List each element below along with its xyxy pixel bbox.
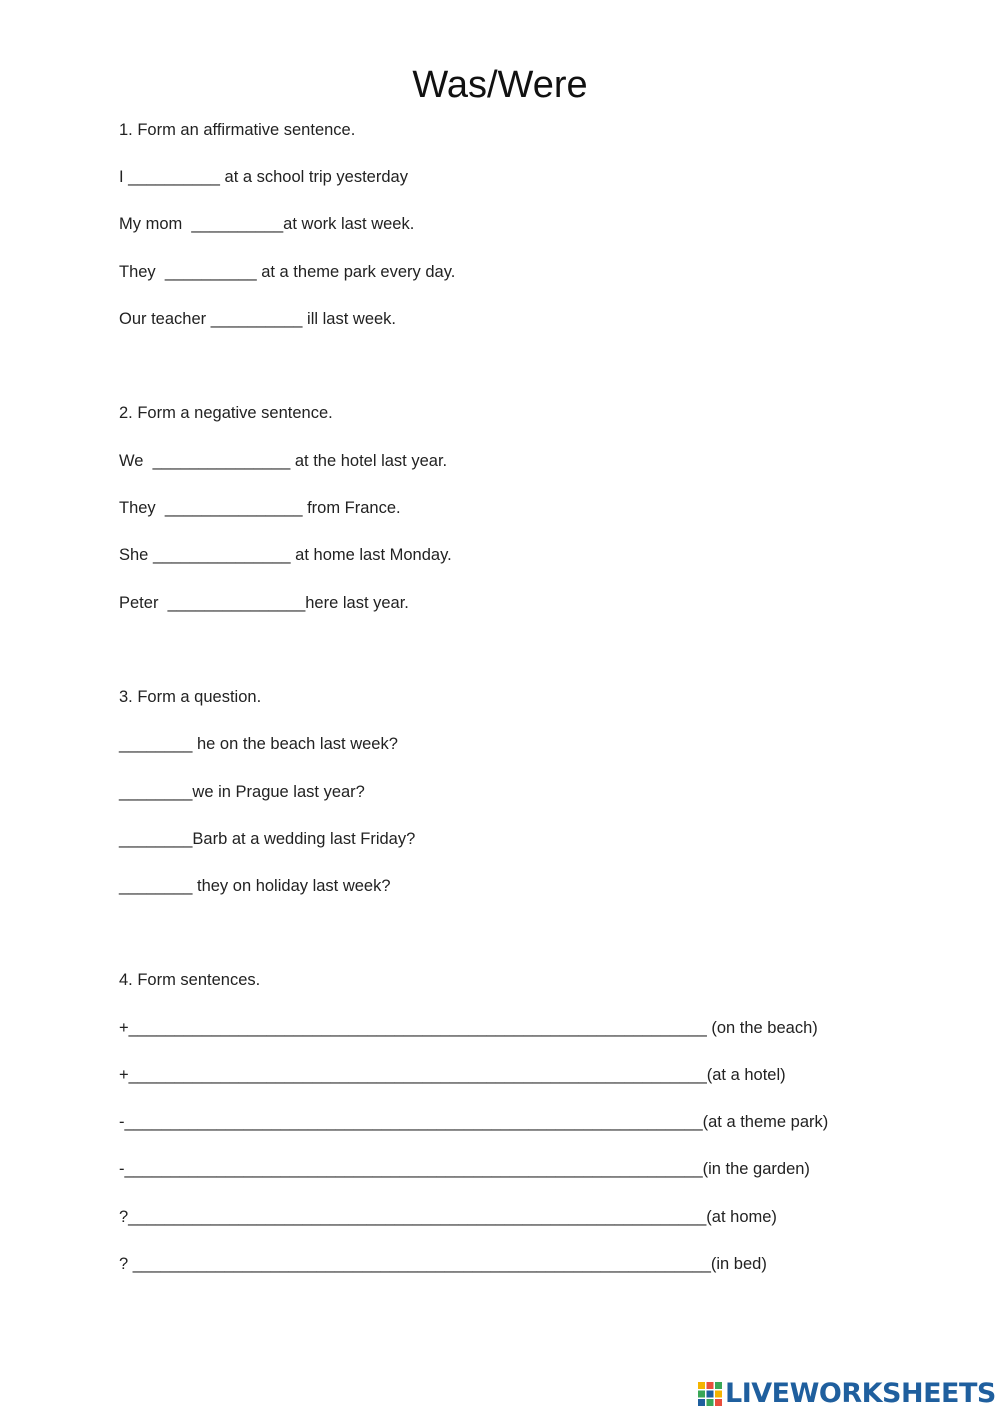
- section-3-item: ________we in Prague last year?: [119, 783, 365, 801]
- section-4-item: +_______________________________________________________________(at a hotel): [119, 1066, 786, 1084]
- section-1-heading: 1. Form an affirmative sentence.: [119, 121, 356, 139]
- section-1-item: I __________ at a school trip yesterday: [119, 168, 408, 186]
- section-2-item: We _______________ at the hotel last year.: [119, 452, 448, 470]
- section-4-item: -_______________________________________________________________(at a theme park): [119, 1113, 829, 1131]
- section-3-item: ________ he on the beach last week?: [119, 735, 398, 753]
- section-4-item: ? _______________________________________________________________(in bed): [119, 1255, 767, 1273]
- section-2-heading: 2. Form a negative sentence.: [119, 404, 333, 422]
- section-1-item: My mom __________at work last week.: [119, 215, 415, 233]
- section-2-item: She _______________ at home last Monday.: [119, 546, 452, 564]
- liveworksheets-logo: [697, 1378, 996, 1410]
- section-3-item: ________ they on holiday last week?: [119, 877, 391, 895]
- section-2-item: Peter _______________here last year.: [119, 594, 409, 612]
- section-1-item: They __________ at a theme park every day.: [119, 263, 456, 281]
- section-4-item: -_______________________________________________________________(in the garden): [119, 1160, 810, 1178]
- section-1-item: Our teacher __________ ill last week.: [119, 310, 397, 328]
- section-4-heading: 4. Form sentences.: [119, 971, 261, 989]
- section-4-item: +_______________________________________________________________ (on the beach): [119, 1019, 818, 1037]
- liveworksheets-logo-icon: [697, 1381, 723, 1407]
- section-3-heading: 3. Form a question.: [119, 688, 262, 706]
- section-4-item: ?_______________________________________________________________(at home): [119, 1208, 777, 1226]
- section-2-item: They _______________ from France.: [119, 499, 401, 517]
- page-title: Was/Were: [412, 64, 588, 106]
- liveworksheets-brand: LIVEWORKSHEETS: [725, 1378, 996, 1409]
- section-3-item: ________Barb at a wedding last Friday?: [119, 830, 416, 848]
